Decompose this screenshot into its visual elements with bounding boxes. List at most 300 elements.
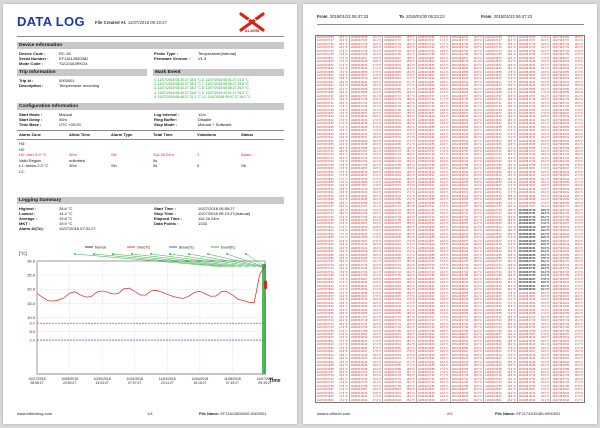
reading-value: 19.4 °C	[507, 332, 516, 336]
reading-time: 10/29/18 09:43	[384, 250, 401, 254]
reading-time: 10/30/18 09:43	[417, 360, 435, 364]
reading-time: 11/01/18 07:07	[485, 94, 502, 98]
reading-value: 19.6 °C	[507, 53, 516, 57]
reading-value: 17.2 °C	[574, 343, 583, 347]
reading-value: 18.2 °C	[541, 149, 550, 153]
reading-value: 20.0 °C	[473, 274, 483, 278]
reading-time: 11/04/18 07:07	[518, 315, 536, 319]
reading-time: 10/31/18 08:07	[451, 388, 469, 392]
reading-time: 10/27/18 09:55	[552, 364, 570, 368]
reading-time: 11/04/18 09:43	[518, 250, 536, 254]
reading-time: 11/04/18 08:19	[518, 170, 536, 174]
reading-time: 10/30/18 07:07	[417, 315, 435, 319]
reading-value: 18.8 °C	[440, 298, 449, 302]
reading-value: 16.5 °C	[372, 56, 382, 60]
reading-value: 17.3 °C	[574, 63, 583, 67]
reading-value: 19.1 °C	[541, 343, 550, 347]
reading-value: 17.6 °C	[406, 77, 415, 81]
reading-time: 10/30/18 07:55	[417, 53, 435, 57]
reading-value: 19.3 °C	[440, 177, 449, 181]
device-info-header: Device Information	[17, 42, 284, 49]
reading-value: 15.2 °C	[541, 139, 550, 143]
reading-value: 17.5 °C	[339, 115, 348, 119]
reading-cell	[351, 399, 382, 402]
reading-time: 10/30/18 08:43	[417, 232, 435, 236]
reading-value: 18.5 °C	[541, 225, 550, 229]
kv-value: 11/07/2018 09:19:27(manual)	[198, 211, 251, 216]
reading-time: 10/27/18 08:19	[552, 391, 570, 395]
reading-time: 11/01/18 07:31	[485, 267, 502, 271]
reading-time: 11/04/18 07:19	[518, 374, 536, 378]
reading-value: 18.3 °C	[507, 260, 516, 264]
reading-time: 10/29/18 08:31	[384, 174, 401, 178]
reading-cell	[317, 399, 348, 402]
reading-value: 18.5 °C	[574, 146, 583, 150]
reading-value: 18.2 °C	[507, 67, 516, 71]
reading-time: 11/04/18 07:19	[518, 319, 536, 323]
reading-time: 11/01/18 07:19	[485, 153, 502, 157]
reading-value: 18.5 °C	[473, 315, 483, 319]
reading-value: 17.4 °C	[406, 136, 415, 140]
reading-time: 10/31/18 08:07	[451, 332, 469, 336]
reading-value: 16.6 °C	[339, 301, 348, 305]
reading-time: 10/29/18 09:43	[384, 84, 401, 88]
reading-time: 10/28/18 08:55	[350, 125, 368, 129]
reading-time: 10/29/18 09:55	[384, 308, 401, 312]
reading-value: 16.4 °C	[574, 87, 583, 91]
reading-value: 18.6 °C	[406, 336, 415, 340]
reading-time: 10/30/18 09:43	[417, 305, 435, 309]
reading-time: 10/29/18 07:19	[384, 42, 401, 46]
reading-value: 16.0 °C	[372, 377, 382, 381]
reading-value: 16.6 °C	[339, 80, 348, 84]
reading-time: 11/01/18 09:31	[485, 136, 502, 140]
reading-value: 17.2 °C	[574, 177, 583, 181]
reading-value: 16.1 °C	[372, 105, 382, 109]
reading-time: 10/28/18 09:55	[350, 198, 368, 202]
reading-value: 19.2 °C	[541, 395, 550, 399]
reading-value: 18.4 °C	[406, 174, 415, 178]
reading-time: 10/27/18 08:19	[552, 225, 570, 229]
reading-value: 18.2 °C	[574, 42, 583, 46]
p2-footer-website[interactable]: www.e-elitech.com	[317, 411, 351, 416]
reading-value: 18.5 °C	[574, 36, 583, 39]
reading-time: 10/31/18 07:55	[451, 53, 469, 57]
reading-value: 18.2 °C	[406, 232, 415, 236]
reading-time: 10/28/18 09:55	[350, 87, 368, 91]
reading-time: 10/31/18 07:19	[451, 263, 469, 267]
reading-time: 11/04/18 08:07	[518, 56, 536, 60]
reading-value: 18.3 °C	[473, 36, 483, 39]
reading-time: 10/28/18 08:07	[350, 332, 368, 336]
reading-value: 17.9 °C	[339, 160, 348, 164]
reading-value: 17.5 °C	[541, 384, 550, 388]
reading-time: 10/27/18 08:19	[317, 170, 334, 174]
reading-time: 10/30/18 08:07	[417, 332, 435, 336]
kv-value: TUC03A3RKG4	[59, 61, 88, 66]
reading-time: 10/31/18 09:55	[451, 253, 469, 257]
reading-time: 11/04/18 07:43	[518, 160, 536, 164]
reading-value: 19.3 °C	[440, 288, 449, 292]
reading-time: 10/27/18 08:31	[317, 284, 334, 288]
reading-value: 16.5 °C	[372, 332, 382, 336]
reading-value: 16.0 °C	[372, 374, 382, 378]
reading-time: 10/29/18 08:31	[384, 284, 401, 288]
reading-time: 10/28/18 09:43	[350, 84, 368, 88]
reading-time: 10/30/18 07:19	[417, 263, 435, 267]
reading-time: 11/01/18 07:43	[485, 105, 502, 109]
reading-value: 19.0 °C	[440, 388, 449, 392]
reading-time: 10/27/18 07:55	[317, 329, 334, 333]
reading-time: 10/31/18 08:31	[451, 118, 469, 122]
reading-value: 16.4 °C	[574, 143, 583, 147]
reading-value: 17.6 °C	[574, 388, 583, 392]
reading-time: 10/31/18 07:43	[451, 105, 469, 109]
reading-value: 18.5 °C	[473, 260, 483, 264]
reading-time: 10/28/18 07:43	[350, 326, 368, 330]
reading-time: 10/27/18 09:55	[317, 87, 334, 91]
reading-value: 19.2 °C	[541, 284, 550, 288]
reading-time: 10/27/18 07:43	[552, 215, 570, 219]
reading-value: 17.8 °C	[507, 181, 516, 185]
reading-value: 18.4 °C	[372, 139, 382, 143]
reading-value: 17.2 °C	[440, 146, 449, 150]
reading-time: 10/31/18 09:31	[451, 80, 469, 84]
reading-time: 10/29/18 08:07	[384, 56, 401, 60]
reading-time: 11/04/18 08:43	[518, 122, 536, 126]
reading-value: 17.8 °C	[406, 73, 415, 77]
reading-value: 17.5 °C	[574, 170, 583, 174]
reading-value: 18.2 °C	[541, 315, 550, 319]
reading-value: 18.4 °C	[473, 246, 483, 250]
reading-time: 10/27/18 09:55	[317, 143, 334, 147]
range-to	[399, 14, 445, 19]
reading-time: 10/28/18 08:43	[350, 67, 368, 71]
reading-time: 10/29/18 06:55	[384, 257, 401, 260]
reading-value: 17.8 °C	[574, 163, 583, 167]
reading-time: 11/04/18 07:07	[518, 39, 536, 43]
y-tick-label: 15.0	[27, 300, 35, 306]
reading-time: 10/28/18 07:31	[350, 377, 368, 381]
reading-time: 10/27/18 08:19	[552, 281, 570, 285]
reading-time: 10/29/18 09:55	[384, 198, 401, 202]
reading-value: 18.6 °C	[440, 357, 449, 361]
reading-time: 10/27/18 07:07	[552, 39, 570, 43]
reading-value: 17.8 °C	[574, 274, 583, 278]
reading-time: 10/28/18 07:07	[350, 39, 368, 43]
reading-cell	[485, 399, 516, 402]
reading-value: 17.2 °C	[574, 398, 583, 402]
reading-time: 10/27/18 07:55	[552, 329, 570, 333]
reading-value: 18.4 °C	[406, 118, 415, 122]
reading-time: 10/27/18 07:55	[317, 53, 334, 57]
reading-value: 17.0 °C	[339, 346, 348, 350]
reading-time: 10/31/18 08:43	[451, 343, 469, 347]
reading-time: 10/28/18 08:55	[350, 291, 368, 295]
reading-value: 18.3 °C	[473, 312, 483, 316]
reading-value: 17.8 °C	[574, 329, 583, 333]
reading-time: 10/27/18 08:19	[317, 281, 334, 285]
reading-time: 11/01/18 08:19	[485, 225, 502, 229]
reading-value: 16.3 °C	[372, 108, 382, 112]
reading-value: 18.6 °C	[440, 301, 449, 305]
reading-value: 19.0 °C	[507, 225, 516, 229]
reading-time: 10/31/18 08:43	[451, 288, 469, 292]
reading-time: 10/31/18 08:55	[451, 291, 469, 295]
reading-value: 19.7 °C	[473, 270, 483, 274]
reading-time: 10/30/18 06:55	[417, 201, 435, 205]
reading-time: 11/01/18 07:43	[485, 160, 502, 164]
reading-value: 18.6 °C	[507, 63, 516, 67]
alarm-cell: 1	[197, 152, 200, 158]
reading-value: 18.0 °C	[574, 322, 583, 326]
readings-column	[551, 36, 584, 402]
reading-time: 11/01/18 07:43	[485, 270, 502, 274]
reading-value: 17.0 °C	[339, 125, 348, 129]
reading-value: 18.0 °C	[339, 267, 348, 271]
reading-time: 11/01/18 09:19	[485, 132, 502, 136]
reading-value: 17.2 °C	[372, 177, 382, 181]
reading-value: 16.4 °C	[339, 253, 348, 257]
reading-time: 10/28/18 07:31	[350, 267, 368, 271]
reading-value: 18.3 °C	[440, 198, 449, 202]
reading-time: 11/01/18 06:55	[485, 367, 502, 371]
reading-time: 10/28/18 09:07	[350, 184, 368, 188]
reading-value: 19.4 °C	[507, 388, 516, 392]
reading-value: 18.0 °C	[541, 70, 550, 74]
reading-value: 17.2 °C	[339, 177, 348, 181]
reading-value: 17.4 °C	[440, 370, 449, 374]
reading-value: 16.8 °C	[339, 77, 348, 81]
reading-time: 10/27/18 07:31	[317, 267, 334, 271]
reading-value: 18.4 °C	[440, 194, 449, 198]
reading-value: 17.3 °C	[339, 284, 348, 288]
reading-value: 17.4 °C	[406, 246, 415, 250]
reading-time: 10/29/18 06:55	[384, 91, 401, 95]
reading-time: 10/28/18 07:43	[350, 270, 368, 274]
reading-value: 18.3 °C	[507, 205, 516, 209]
reading-value: 17.5 °C	[541, 53, 550, 57]
reading-value: 20.2 °C	[473, 167, 483, 171]
reading-time: 10/31/18 09:55	[451, 364, 469, 368]
reading-time: 10/30/18 08:43	[417, 343, 435, 347]
reading-value: 17.2 °C	[339, 67, 348, 71]
reading-value: 17.6 °C	[339, 222, 348, 226]
reading-time: 11/04/18 08:43	[518, 67, 536, 71]
reading-value: 17.2 °C	[339, 288, 348, 292]
reading-time: 10/29/18 09:19	[384, 353, 401, 357]
reading-value: 17.9 °C	[507, 201, 516, 205]
reading-value: 18.0 °C	[541, 346, 550, 350]
reading-time: 11/01/18 08:55	[485, 125, 502, 129]
reading-time: 11/01/18 07:31	[485, 156, 502, 160]
reading-value: 19.2 °C	[541, 339, 550, 343]
footer-website[interactable]: www.elitechlog.com	[17, 411, 53, 416]
reading-value: 18.4 °C	[406, 339, 415, 343]
reading-value: 18.9 °C	[473, 319, 483, 323]
reading-value: 17.9 °C	[574, 215, 583, 219]
reading-value: 19.4 °C	[507, 215, 516, 219]
reading-value: 19.0 °C	[406, 329, 415, 333]
reading-time: 11/01/18 08:43	[485, 343, 502, 347]
reading-time: 10/29/18 09:31	[384, 80, 401, 84]
reading-time: 11/04/18 07:19	[518, 153, 536, 157]
alarm-top-divider	[17, 130, 284, 131]
reading-time: 11/04/18 06:55	[518, 312, 536, 316]
reading-value: 16.8 °C	[574, 187, 583, 191]
reading-value: 16.1 °C	[372, 94, 382, 98]
reading-value: 17.1 °C	[406, 87, 415, 91]
reading-value: 16.9 °C	[339, 73, 348, 77]
reading-value: 19.3 °C	[541, 101, 550, 105]
kv-key: Alarm At(Tc):	[19, 226, 44, 231]
reading-time: 10/31/18 07:55	[451, 329, 469, 333]
reading-time: 10/31/18 06:55	[451, 367, 469, 371]
reading-time: 11/01/18 08:31	[485, 395, 502, 399]
reading-time: 11/04/18 08:07	[518, 277, 536, 281]
reading-value: 18.6 °C	[372, 143, 382, 147]
reading-value: 18.8 °C	[473, 77, 483, 81]
reading-value: 16.8 °C	[507, 194, 516, 198]
reading-value: 17.6 °C	[339, 167, 348, 171]
reading-value: 18.4 °C	[574, 370, 583, 374]
event-marker-dot	[131, 253, 133, 255]
reading-value: 18.4 °C	[473, 191, 483, 195]
reading-value: 18.8 °C	[507, 319, 516, 323]
reading-value: 16.0 °C	[372, 46, 382, 50]
reading-value: 16.2 °C	[372, 367, 382, 371]
reading-value: 19.7 °C	[473, 105, 483, 109]
reading-time: 10/30/18 07:31	[417, 156, 435, 160]
reading-time: 10/31/18 07:07	[451, 315, 469, 319]
reading-value: 17.5 °C	[541, 329, 550, 333]
reading-value: 17.2 °C	[406, 250, 415, 254]
reading-value: 19.4 °C	[507, 111, 516, 115]
reading-value: 17.8 °C	[372, 129, 382, 133]
reading-value: 18.8 °C	[440, 187, 449, 191]
reading-value: 19.4 °C	[507, 160, 516, 164]
reading-time: 10/30/18 07:55	[417, 163, 435, 167]
reading-time: 10/31/18 09:19	[451, 353, 469, 357]
reading-time: 10/29/18 08:31	[384, 395, 401, 399]
kv-value: 12m	[198, 112, 206, 117]
reading-time: 11/04/18 06:55	[518, 146, 536, 150]
reading-time: 10/29/18 07:07	[384, 149, 401, 153]
reading-value: 17.2 °C	[440, 201, 449, 205]
reading-value: 18.7 °C	[406, 39, 415, 43]
reading-value: 18.9 °C	[541, 263, 550, 267]
reading-value: 18.5 °C	[574, 312, 583, 316]
reading-value: 18.0 °C	[473, 198, 483, 202]
reading-value: 16.6 °C	[339, 357, 348, 361]
reading-time: 10/27/18 08:07	[317, 332, 334, 336]
reading-value: 19.2 °C	[541, 229, 550, 233]
reading-value: 19.0 °C	[440, 277, 449, 281]
reading-time: 10/30/18 07:07	[417, 94, 435, 98]
reading-time: 10/31/18 08:43	[451, 398, 469, 402]
reading-value: 18.2 °C	[507, 398, 516, 402]
reading-value: 16.5 °C	[372, 111, 382, 115]
summary-right	[154, 206, 250, 226]
reading-time: 10/27/18 08:19	[552, 336, 570, 340]
reading-value: 19.0 °C	[406, 53, 415, 57]
reading-time: 10/29/18 07:07	[384, 260, 401, 264]
reading-time: 10/31/18 08:55	[451, 236, 469, 240]
reading-value: 16.8 °C	[339, 353, 348, 357]
reading-time: 10/27/18 09:55	[317, 308, 334, 312]
reading-value: 18.0 °C	[574, 212, 583, 216]
reading-time: 11/01/18 09:07	[485, 350, 502, 354]
reading-value: 18.8 °C	[440, 274, 449, 278]
reading-value: 17.5 °C	[574, 225, 583, 229]
reading-value: 18.9 °C	[473, 374, 483, 378]
reading-time: 10/31/18 09:07	[451, 239, 469, 243]
reading-time: 11/01/18 09:55	[485, 253, 502, 257]
reading-time: 10/29/18 06:55	[384, 201, 401, 205]
reading-time: 10/29/18 08:55	[384, 70, 401, 74]
reading-time: 11/01/18 06:55	[485, 257, 502, 260]
reading-value: 18.2 °C	[372, 301, 382, 305]
reading-value: 17.9 °C	[574, 270, 583, 274]
reading-time: 10/31/18 07:43	[451, 381, 469, 385]
reading-time: 10/27/18 09:55	[552, 198, 570, 202]
reading-time: 10/27/18 09:31	[317, 246, 334, 250]
reading-time: 10/27/18 09:19	[317, 77, 334, 81]
reading-time: 10/29/18 07:55	[384, 274, 401, 278]
reading-value: 18.4 °C	[339, 315, 348, 319]
reading-time: 11/04/18 07:07	[518, 370, 536, 374]
readings-column	[451, 36, 485, 402]
reading-time: 11/01/18 08:19	[485, 281, 502, 285]
reading-value: 19.0 °C	[440, 184, 449, 188]
reading-time: 10/30/18 07:55	[417, 329, 435, 333]
reading-time: 10/31/18 07:43	[451, 215, 469, 219]
reading-time: 10/28/18 09:07	[350, 73, 368, 77]
reading-value: 18.6 °C	[440, 136, 449, 140]
alarm-col-header: Alarm Zone	[19, 132, 42, 137]
reading-value: 18.3 °C	[440, 364, 449, 368]
reading-value: 16.0 °C	[541, 243, 550, 247]
reading-value: 16.9 °C	[339, 184, 348, 188]
reading-time: 10/28/18 06:55	[350, 367, 368, 371]
reading-value: 17.3 °C	[339, 339, 348, 343]
reading-time: 10/30/18 07:31	[417, 46, 435, 50]
mark-event-line: 5: 11/07/2018 08:48:27 22.1 °C 10: 11/07/2018 09:07:27 26.2 °C	[154, 94, 251, 99]
reading-time: 10/31/18 09:43	[451, 194, 469, 198]
reading-time: 10/29/18 07:31	[384, 212, 401, 216]
reading-value: 19.4 °C	[440, 229, 449, 233]
reading-time: 10/30/18 07:43	[417, 381, 435, 385]
reading-time: 10/28/18 07:55	[350, 219, 368, 223]
mark-event-line: 1: 11/07/2018 08:30:27 28.5 °C 6: 11/07/2018 08:51:27 21.5 °C	[154, 78, 249, 82]
kv-value: RC-18	[59, 51, 71, 56]
reading-value: 19.7 °C	[473, 49, 483, 53]
reading-time: 10/27/18 08:43	[317, 177, 334, 181]
reading-time: 11/04/18 07:07	[518, 260, 536, 264]
reading-value: 17.6 °C	[574, 332, 583, 336]
reading-time: 10/28/18 08:31	[350, 174, 368, 178]
reading-time: 10/27/18 06:55	[317, 312, 334, 316]
reading-value: 18.6 °C	[406, 281, 415, 285]
reading-time: 10/27/18 07:19	[317, 374, 334, 378]
reading-time: 10/30/18 07:43	[417, 49, 435, 53]
reading-time: 10/30/18 07:31	[417, 212, 435, 216]
reading-value: 18.2 °C	[541, 94, 550, 98]
reading-value: 18.9 °C	[541, 98, 550, 102]
reading-value: 17.7 °C	[440, 319, 449, 323]
reading-time: 10/31/18 09:19	[451, 77, 469, 81]
reading-time: 10/29/18 09:07	[384, 239, 401, 243]
